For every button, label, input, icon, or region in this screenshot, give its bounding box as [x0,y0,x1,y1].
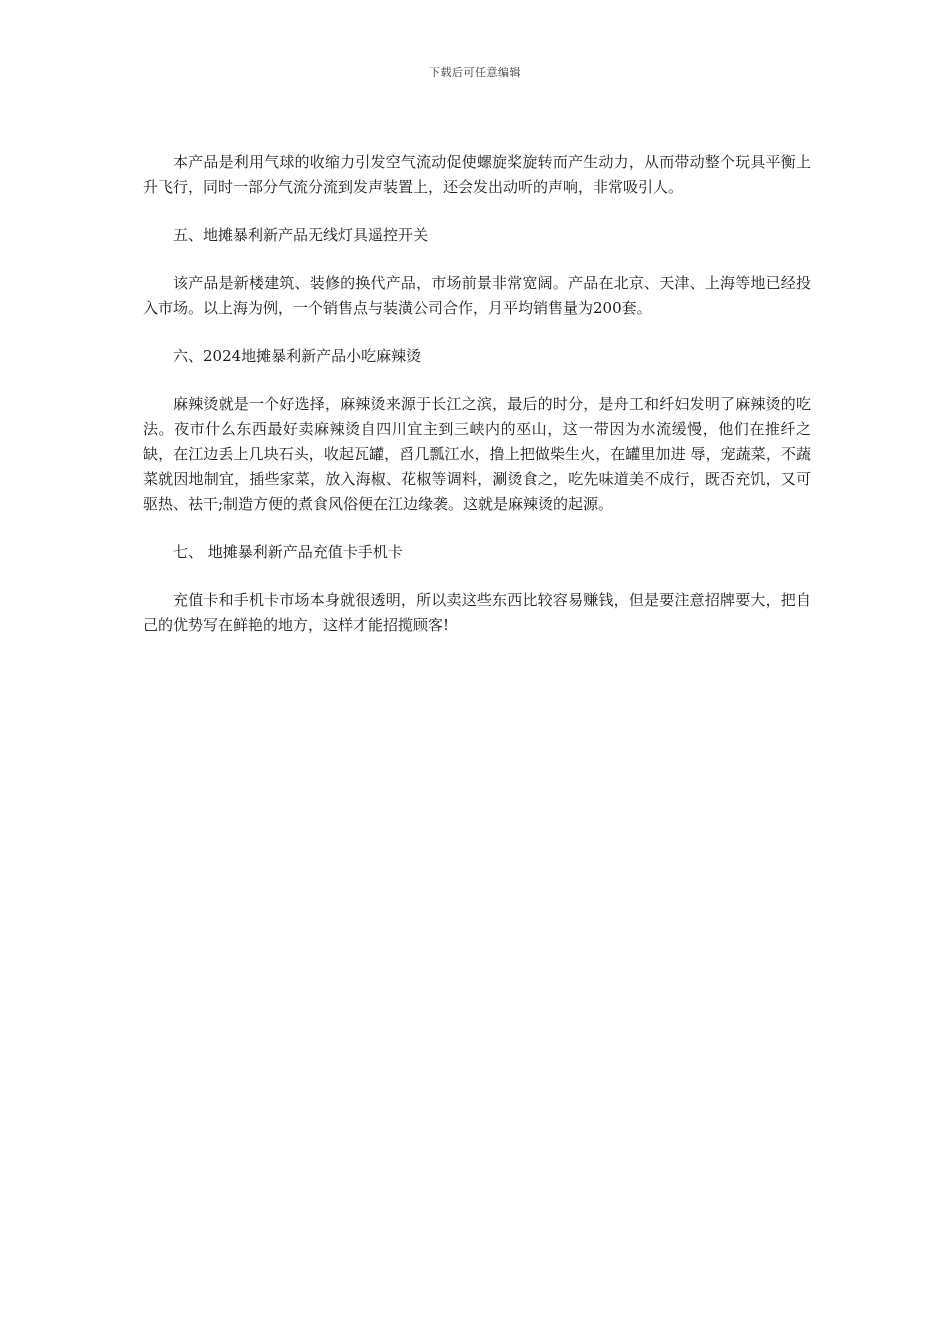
document-body [143,150,811,661]
heading-section-6: 六、2024地摊暴利新产品小吃麻辣烫 [173,347,422,365]
paragraph-wireless-switch: 该产品是新楼建筑、装修的换代产品，市场前景非常宽阔。产品在北京、天津、上海等地已经投入市场。以上海为例，一个销售点与装潢公司合作，月平均销售量为200套。 [143,274,811,317]
paragraph-balloon-toy: 本产品是利用气球的收缩力引发空气流动促使螺旋桨旋转而产生动力，从而带动整个玩具平衡上升飞行，同时一部分气流分流到发声装置上，还会发出动听的声响，非常吸引人。 [143,153,811,196]
page-header: 下载后可任意编辑 [429,66,521,79]
paragraph-malatang: 麻辣烫就是一个好选择，麻辣烫来源于长江之滨，最后的时分，是舟工和纤妇发明了麻辣烫的吃法。夜市什么东西最好卖麻辣烫自四川宜主到三峡内的巫山，这一带因为水流缓慢，他们在推纤之缺，在江边丢上几块石头，收起瓦罐，舀几瓢江水，撸上把做柴生火，在罐里加进 辱，宠蔬菜，不蔬菜就因地制宜，插些家菜，放入海椒、花椒等调料，涮烫食之，吃先味道美不成行，既否充饥，又可驱热、祛干;制造方便的煮食风俗便在江边缘袭。这就是麻辣烫的起源。 [143,395,811,513]
heading-section-5: 五、地摊暴利新产品无线灯具遥控开关 [173,226,429,244]
paragraph-recharge-card: 充值卡和手机卡市场本身就很透明，所以卖这些东西比较容易赚钱，但是要注意招牌要大，把自己的优势写在鲜艳的地方，这样才能招揽顾客! [143,591,811,634]
heading-section-7: 七、 地摊暴利新产品充值卡手机卡 [173,543,403,561]
